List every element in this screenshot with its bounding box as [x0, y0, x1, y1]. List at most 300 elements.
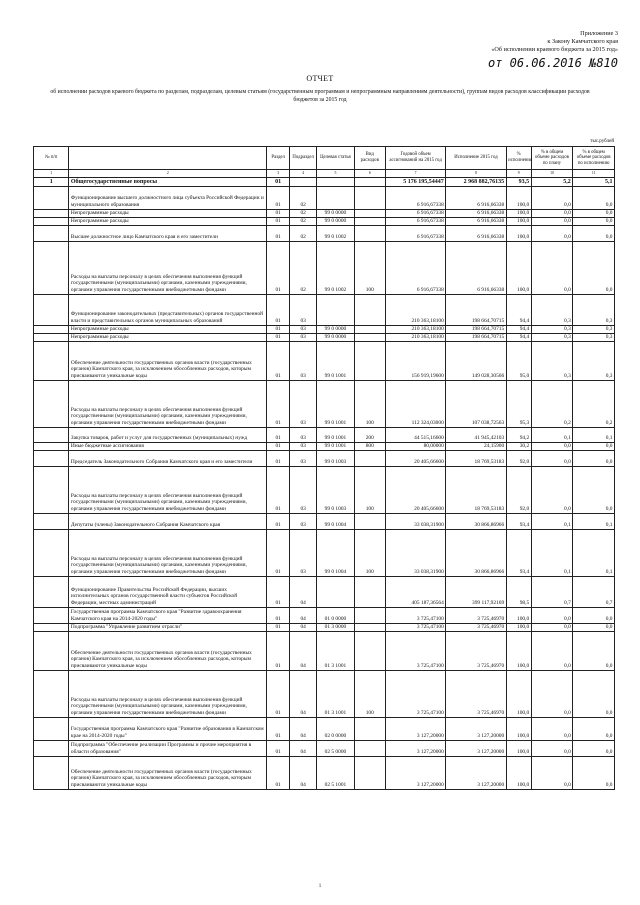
row-razdel-cell: 01 [267, 513, 290, 529]
row-razdel-cell: 01 [267, 294, 290, 325]
row-razdel-cell: 01 [267, 450, 290, 466]
row-target-article-cell: 99 0 1001 [317, 380, 354, 427]
row-number-cell: 1 [34, 177, 69, 186]
row-name-cell: Высшее должностное лицо Камчатского края и его заместители [69, 225, 267, 241]
row-plan-cell: 112 324,03000 [385, 380, 445, 427]
row-razdel-cell: 01 [267, 576, 290, 607]
row-percent-cell: 93,4 [506, 529, 531, 576]
row-target-article-cell: 99 0 1004 [317, 529, 354, 576]
row-execution-cell: 198 664,70715 [446, 333, 506, 341]
row-number-cell [34, 717, 69, 740]
row-execution-cell: 24,15900 [446, 442, 506, 450]
row-razdel-cell: 01 [267, 341, 290, 380]
header-target-article: Целевая статья [317, 147, 354, 170]
row-expense-type-cell [354, 513, 385, 529]
row-percent-cell: 100,0 [506, 717, 531, 740]
table-row [34, 333, 615, 341]
appendix-date-number: от 06.06.2016 №810 [487, 56, 618, 70]
row-name-cell: Непрограммные расходы [69, 325, 267, 333]
row-number-cell [34, 442, 69, 450]
row-plan-cell: 3 127,20000 [385, 756, 445, 789]
row-percent-cell: 30,2 [506, 442, 531, 450]
row-plan-cell: 3 725,47100 [385, 670, 445, 717]
row-expense-type-cell [354, 450, 385, 466]
row-number-cell [34, 756, 69, 789]
row-name-cell: Функционирование законодательных (представительных) органов государственной власти и представительных органов муниципальных образований [69, 294, 267, 325]
row-plan-cell: 210 363,18100 [385, 325, 445, 333]
row-share-exec-cell: 0,3 [573, 294, 615, 325]
row-target-article-cell: 01 3 0000 [317, 623, 354, 631]
index-cell: 6 [354, 170, 385, 178]
row-razdel-cell: 01 [267, 209, 290, 217]
row-podrazdel-cell: 02 [290, 209, 317, 217]
row-plan-cell: 3 725,47100 [385, 623, 445, 631]
row-execution-cell: 6 916,66338 [446, 241, 506, 294]
row-target-article-cell [317, 186, 354, 209]
row-target-article-cell: 99 0 1002 [317, 241, 354, 294]
row-podrazdel-cell: 03 [290, 341, 317, 380]
row-target-article-cell: 99 0 1004 [317, 513, 354, 529]
row-razdel-cell: 01 [267, 225, 290, 241]
row-podrazdel-cell: 03 [290, 380, 317, 427]
row-execution-cell: 41 945,42103 [446, 427, 506, 442]
row-share-plan-cell: 0,0 [531, 241, 573, 294]
header-razdel: Раздел [267, 147, 290, 170]
row-percent-cell: 94,2 [506, 427, 531, 442]
table-row [34, 631, 615, 670]
row-share-exec-cell: 0,0 [573, 225, 615, 241]
expenditure-table [33, 146, 615, 790]
table-row [34, 241, 615, 294]
row-name-cell: Иные бюджетные ассигнования [69, 442, 267, 450]
row-share-plan-cell: 0,0 [531, 623, 573, 631]
index-cell: 11 [573, 170, 615, 178]
row-razdel-cell: 01 [267, 529, 290, 576]
appendix-line-1: Приложение 3 [580, 30, 618, 37]
row-expense-type-cell: 100 [354, 380, 385, 427]
index-cell: 5 [317, 170, 354, 178]
row-name-cell: Расходы на выплаты персоналу в целях обеспечения выполнения функций государственными (муниципальными) органами, казенными учреждениями, органами управления государственными внебюджетными фондами [69, 466, 267, 513]
row-target-article-cell [317, 576, 354, 607]
row-name-cell: Функционирование высшего должностного лица субъекта Российской Федерации и муниципального образования [69, 186, 267, 209]
row-target-article-cell: 99 0 1001 [317, 427, 354, 442]
row-podrazdel-cell: 04 [290, 717, 317, 740]
row-name-cell: Подпрограмма "Обеспечение реализации Программы и прочие мероприятия в области образования" [69, 740, 267, 756]
header-name [69, 147, 267, 170]
table-row [34, 717, 615, 740]
row-razdel-cell: 01 [267, 631, 290, 670]
row-podrazdel-cell: 03 [290, 294, 317, 325]
row-podrazdel-cell: 02 [290, 186, 317, 209]
header-podrazdel: Подраздел [290, 147, 317, 170]
row-razdel-cell: 01 [267, 325, 290, 333]
row-number-cell [34, 325, 69, 333]
row-podrazdel-cell: 03 [290, 325, 317, 333]
row-percent-cell: 93,5 [506, 177, 531, 186]
row-target-article-cell: 02 0 0000 [317, 717, 354, 740]
table-header-row [34, 147, 615, 170]
row-name-cell: Подпрограмма "Управление развитием отрасли" [69, 623, 267, 631]
row-target-article-cell: 99 0 0000 [317, 209, 354, 217]
row-number-cell [34, 186, 69, 209]
row-expense-type-cell: 800 [354, 442, 385, 450]
row-name-cell: Непрограммные расходы [69, 333, 267, 341]
row-percent-cell: 100,0 [506, 209, 531, 217]
table-row [34, 294, 615, 325]
row-share-exec-cell: 0,0 [573, 217, 615, 225]
row-share-exec-cell: 0,1 [573, 427, 615, 442]
row-podrazdel-cell: 04 [290, 670, 317, 717]
row-percent-cell: 100,0 [506, 623, 531, 631]
row-podrazdel-cell: 04 [290, 756, 317, 789]
index-cell: 4 [290, 170, 317, 178]
row-percent-cell: 94,4 [506, 333, 531, 341]
row-target-article-cell [317, 294, 354, 325]
row-share-plan-cell: 0,0 [531, 450, 573, 466]
row-plan-cell: 3 127,20000 [385, 717, 445, 740]
row-name-cell: Расходы на выплаты персоналу в целях обеспечения выполнения функций государственными (муниципальными) органами, казенными учреждениями, органами управления государственными внебюджетными фондами [69, 529, 267, 576]
row-share-plan-cell: 0,0 [531, 717, 573, 740]
row-razdel-cell: 01 [267, 333, 290, 341]
table-row [34, 427, 615, 442]
row-plan-cell: 3 725,47100 [385, 607, 445, 623]
row-number-cell [34, 513, 69, 529]
row-podrazdel-cell: 04 [290, 623, 317, 631]
row-share-plan-cell: 0,1 [531, 427, 573, 442]
row-share-plan-cell: 0,1 [531, 513, 573, 529]
row-number-cell [34, 217, 69, 225]
row-execution-cell: 30 866,86966 [446, 513, 506, 529]
row-name-cell: Расходы на выплаты персоналу в целях обеспечения выполнения функций государственными (муниципальными) органами, казенными учреждениями, органами управления государственными внебюджетными фондами [69, 670, 267, 717]
row-expense-type-cell [354, 325, 385, 333]
row-share-exec-cell: 0,1 [573, 529, 615, 576]
row-share-plan-cell: 0,3 [531, 341, 573, 380]
row-share-plan-cell: 0,0 [531, 631, 573, 670]
report-subtitle: об исполнении расходов краевого бюджета по разделам, подразделам, целевым статьям (государственным программам и непрограммным направлениям деятельности), группам видов расходов классификации расходов бюджетов за 2015 год [50, 89, 590, 103]
row-razdel-cell: 01 [267, 607, 290, 623]
row-number-cell [34, 466, 69, 513]
row-number-cell [34, 740, 69, 756]
row-podrazdel-cell: 03 [290, 450, 317, 466]
row-share-plan-cell: 0,0 [531, 670, 573, 717]
table-row [34, 442, 615, 450]
row-share-exec-cell: 0,0 [573, 623, 615, 631]
header-percent: % исполнения [506, 147, 531, 170]
row-share-exec-cell: 0,0 [573, 631, 615, 670]
row-target-article-cell: 99 0 1002 [317, 225, 354, 241]
row-share-plan-cell: 0,3 [531, 333, 573, 341]
row-share-exec-cell: 0,0 [573, 756, 615, 789]
row-share-exec-cell: 0,0 [573, 186, 615, 209]
row-share-exec-cell: 0,0 [573, 740, 615, 756]
row-plan-cell: 20 405,66600 [385, 466, 445, 513]
row-share-exec-cell: 0,7 [573, 576, 615, 607]
row-number-cell [34, 241, 69, 294]
row-share-plan-cell: 0,7 [531, 576, 573, 607]
row-percent-cell: 95,0 [506, 341, 531, 380]
row-expense-type-cell [354, 631, 385, 670]
row-percent-cell: 93,4 [506, 513, 531, 529]
row-execution-cell: 18 769,53183 [446, 450, 506, 466]
row-expense-type-cell [354, 740, 385, 756]
row-share-exec-cell: 0,0 [573, 241, 615, 294]
row-target-article-cell: 99 0 1003 [317, 450, 354, 466]
row-podrazdel-cell: 02 [290, 225, 317, 241]
row-number-cell [34, 333, 69, 341]
row-number-cell [34, 427, 69, 442]
row-number-cell [34, 607, 69, 623]
row-execution-cell: 3 127,20000 [446, 717, 506, 740]
row-expense-type-cell: 100 [354, 529, 385, 576]
row-podrazdel-cell: 04 [290, 631, 317, 670]
row-razdel-cell: 01 [267, 466, 290, 513]
row-share-plan-cell: 0,0 [531, 217, 573, 225]
header-expense-type: Вид расходов [354, 147, 385, 170]
row-share-plan-cell: 0,2 [531, 380, 573, 427]
row-execution-cell: 2 968 882,76135 [446, 177, 506, 186]
row-share-exec-cell: 5,1 [573, 177, 615, 186]
row-share-plan-cell: 0,3 [531, 325, 573, 333]
units-label: тыс.рублей [590, 139, 614, 144]
row-percent-cell: 98,5 [506, 576, 531, 607]
row-share-exec-cell: 0,0 [573, 442, 615, 450]
row-percent-cell: 95,3 [506, 380, 531, 427]
row-plan-cell: 33 038,31900 [385, 529, 445, 576]
table-row [34, 341, 615, 380]
row-expense-type-cell [354, 294, 385, 325]
table-row [34, 177, 615, 186]
row-expense-type-cell [354, 756, 385, 789]
row-percent-cell: 100,0 [506, 670, 531, 717]
row-expense-type-cell [354, 717, 385, 740]
row-share-plan-cell: 5,2 [531, 177, 573, 186]
row-share-plan-cell: 0,1 [531, 529, 573, 576]
row-number-cell [34, 225, 69, 241]
report-title: ОТЧЕТ [306, 74, 334, 83]
row-target-article-cell [317, 177, 354, 186]
appendix-line-2: к Закону Камчатского края [547, 38, 618, 45]
row-execution-cell: 18 769,53183 [446, 466, 506, 513]
row-share-exec-cell: 0,3 [573, 341, 615, 380]
row-target-article-cell: 99 0 0000 [317, 217, 354, 225]
table-row [34, 740, 615, 756]
row-share-exec-cell: 0,2 [573, 380, 615, 427]
row-number-cell [34, 670, 69, 717]
table-row [34, 325, 615, 333]
row-plan-cell: 156 919,19600 [385, 341, 445, 380]
header-execution: Исполнение 2015 год [446, 147, 506, 170]
row-share-exec-cell: 0,3 [573, 333, 615, 341]
row-execution-cell: 107 038,72563 [446, 380, 506, 427]
row-expense-type-cell [354, 623, 385, 631]
row-execution-cell: 3 725,46970 [446, 623, 506, 631]
row-name-cell: Депутаты (члены) Законодательного Собрания Камчатского края [69, 513, 267, 529]
row-plan-cell: 210 363,18100 [385, 294, 445, 325]
table-row [34, 513, 615, 529]
row-target-article-cell: 99 0 1001 [317, 442, 354, 450]
row-share-plan-cell: 0,0 [531, 209, 573, 217]
row-execution-cell: 198 664,70715 [446, 294, 506, 325]
row-number-cell [34, 341, 69, 380]
row-percent-cell: 100,0 [506, 631, 531, 670]
row-razdel-cell: 01 [267, 756, 290, 789]
table-row [34, 756, 615, 789]
row-plan-cell: 44 515,16600 [385, 427, 445, 442]
row-percent-cell: 94,4 [506, 325, 531, 333]
row-share-exec-cell: 0,0 [573, 209, 615, 217]
row-expense-type-cell: 200 [354, 427, 385, 442]
row-plan-cell: 80,00000 [385, 442, 445, 450]
row-number-cell [34, 209, 69, 217]
row-target-article-cell: 99 0 1001 [317, 341, 354, 380]
row-target-article-cell: 02 5 0000 [317, 740, 354, 756]
row-podrazdel-cell: 02 [290, 217, 317, 225]
row-plan-cell: 33 038,31900 [385, 513, 445, 529]
column-index-row [34, 170, 615, 178]
row-plan-cell: 6 916,67338 [385, 209, 445, 217]
index-cell: 7 [385, 170, 445, 178]
row-share-plan-cell: 0,0 [531, 186, 573, 209]
index-cell: 2 [69, 170, 267, 178]
row-razdel-cell: 01 [267, 217, 290, 225]
row-execution-cell: 3 127,20000 [446, 756, 506, 789]
row-target-article-cell: 99 0 1003 [317, 466, 354, 513]
row-podrazdel-cell: 02 [290, 241, 317, 294]
header-num: № п/п [34, 147, 69, 170]
table-row [34, 623, 615, 631]
header-share-exec: % в общем объеме расходов по исполнению [573, 147, 615, 170]
row-name-cell: Обеспечение деятельности государственных органов власти (государственных органов) Камчатского края, за исключением обособленных расходов, которым присваиваются уникальные коды [69, 341, 267, 380]
row-target-article-cell: 99 0 0000 [317, 333, 354, 341]
row-name-cell: Председатель Законодательного Собрания Камчатского края и его заместители [69, 450, 267, 466]
row-percent-cell: 100,0 [506, 241, 531, 294]
row-name-cell: Непрограммные расходы [69, 209, 267, 217]
row-number-cell [34, 623, 69, 631]
index-cell: 10 [531, 170, 573, 178]
row-execution-cell: 3 725,46970 [446, 631, 506, 670]
row-percent-cell: 92,0 [506, 450, 531, 466]
row-plan-cell: 6 916,67338 [385, 217, 445, 225]
row-razdel-cell: 01 [267, 670, 290, 717]
row-percent-cell: 100,0 [506, 225, 531, 241]
row-execution-cell: 30 866,86966 [446, 529, 506, 576]
row-podrazdel-cell: 04 [290, 576, 317, 607]
row-expense-type-cell [354, 177, 385, 186]
row-expense-type-cell [354, 341, 385, 380]
row-number-cell [34, 576, 69, 607]
table-row [34, 466, 615, 513]
row-share-exec-cell: 0,0 [573, 450, 615, 466]
row-percent-cell: 92,0 [506, 466, 531, 513]
row-share-plan-cell: 0,0 [531, 466, 573, 513]
row-podrazdel-cell: 04 [290, 607, 317, 623]
row-expense-type-cell: 100 [354, 670, 385, 717]
index-cell: 9 [506, 170, 531, 178]
table-row [34, 186, 615, 209]
row-execution-cell: 3 725,46970 [446, 670, 506, 717]
table-row [34, 217, 615, 225]
row-podrazdel-cell: 03 [290, 529, 317, 576]
row-share-plan-cell: 0,0 [531, 442, 573, 450]
row-razdel-cell: 01 [267, 177, 290, 186]
row-percent-cell: 100,0 [506, 217, 531, 225]
row-plan-cell: 405 187,36564 [385, 576, 445, 607]
row-expense-type-cell: 100 [354, 241, 385, 294]
row-plan-cell: 3 725,47100 [385, 631, 445, 670]
row-podrazdel-cell: 03 [290, 333, 317, 341]
row-percent-cell: 100,0 [506, 607, 531, 623]
row-plan-cell: 6 916,67338 [385, 225, 445, 241]
row-plan-cell: 20 405,66600 [385, 450, 445, 466]
row-razdel-cell: 01 [267, 186, 290, 209]
table-row [34, 380, 615, 427]
row-plan-cell: 3 127,20000 [385, 740, 445, 756]
row-target-article-cell: 01 3 1001 [317, 631, 354, 670]
row-execution-cell: 6 916,66338 [446, 186, 506, 209]
row-share-plan-cell: 0,0 [531, 225, 573, 241]
row-share-plan-cell: 0,0 [531, 740, 573, 756]
row-razdel-cell: 01 [267, 717, 290, 740]
header-plan: Годовой объем ассигнований на 2015 год [385, 147, 445, 170]
row-name-cell: Государственная программа Камчатского края "Развитие образования в Камчатском крае на 2014-2020 годы" [69, 717, 267, 740]
row-execution-cell: 3 127,20000 [446, 740, 506, 756]
row-name-cell: Функционирование Правительства Российской Федерации, высших исполнительных органов государственной власти субъектов Российской Федерации, местных администраций [69, 576, 267, 607]
row-name-cell: Общегосударственные вопросы [69, 177, 267, 186]
row-share-exec-cell: 0,1 [573, 513, 615, 529]
row-number-cell [34, 631, 69, 670]
table-row [34, 209, 615, 217]
row-expense-type-cell [354, 225, 385, 241]
row-expense-type-cell [354, 186, 385, 209]
row-number-cell [34, 380, 69, 427]
row-name-cell: Расходы на выплаты персоналу в целях обеспечения выполнения функций государственными (муниципальными) органами, казенными учреждениями, органами управления государственными внебюджетными фондами [69, 380, 267, 427]
row-target-article-cell: 99 0 0000 [317, 325, 354, 333]
row-expense-type-cell [354, 576, 385, 607]
appendix-line-3: «Об исполнении краевого бюджета за 2015 год» [491, 46, 618, 53]
row-share-exec-cell: 0,0 [573, 607, 615, 623]
appendix-block [358, 30, 618, 71]
row-percent-cell: 94,4 [506, 294, 531, 325]
index-cell: 3 [267, 170, 290, 178]
row-podrazdel-cell: 03 [290, 466, 317, 513]
row-target-article-cell: 02 5 1001 [317, 756, 354, 789]
row-share-exec-cell: 0,3 [573, 325, 615, 333]
row-podrazdel-cell [290, 177, 317, 186]
row-name-cell: Расходы на выплаты персоналу в целях обеспечения выполнения функций государственными (муниципальными) органами, казенными учреждениями, органами управления государственными внебюджетными фондами [69, 241, 267, 294]
row-share-plan-cell: 0,3 [531, 294, 573, 325]
row-podrazdel-cell: 03 [290, 442, 317, 450]
row-plan-cell: 5 176 195,54447 [385, 177, 445, 186]
row-number-cell [34, 450, 69, 466]
row-podrazdel-cell: 03 [290, 513, 317, 529]
row-share-plan-cell: 0,0 [531, 607, 573, 623]
table-row [34, 450, 615, 466]
row-number-cell [34, 529, 69, 576]
table-row [34, 670, 615, 717]
row-razdel-cell: 01 [267, 380, 290, 427]
row-name-cell: Обеспечение деятельности государственных органов власти (государственных органов) Камчатского края, за исключением обособленных расходов, которым присваиваются уникальные коды [69, 631, 267, 670]
header-share-plan: % в общем объеме расходов по плану [531, 147, 573, 170]
row-number-cell [34, 294, 69, 325]
index-cell: 8 [446, 170, 506, 178]
row-expense-type-cell [354, 607, 385, 623]
row-razdel-cell: 01 [267, 740, 290, 756]
row-execution-cell: 6 916,66338 [446, 225, 506, 241]
row-share-plan-cell: 0,0 [531, 756, 573, 789]
row-percent-cell: 100,0 [506, 186, 531, 209]
index-cell: 1 [34, 170, 69, 178]
row-razdel-cell: 01 [267, 241, 290, 294]
